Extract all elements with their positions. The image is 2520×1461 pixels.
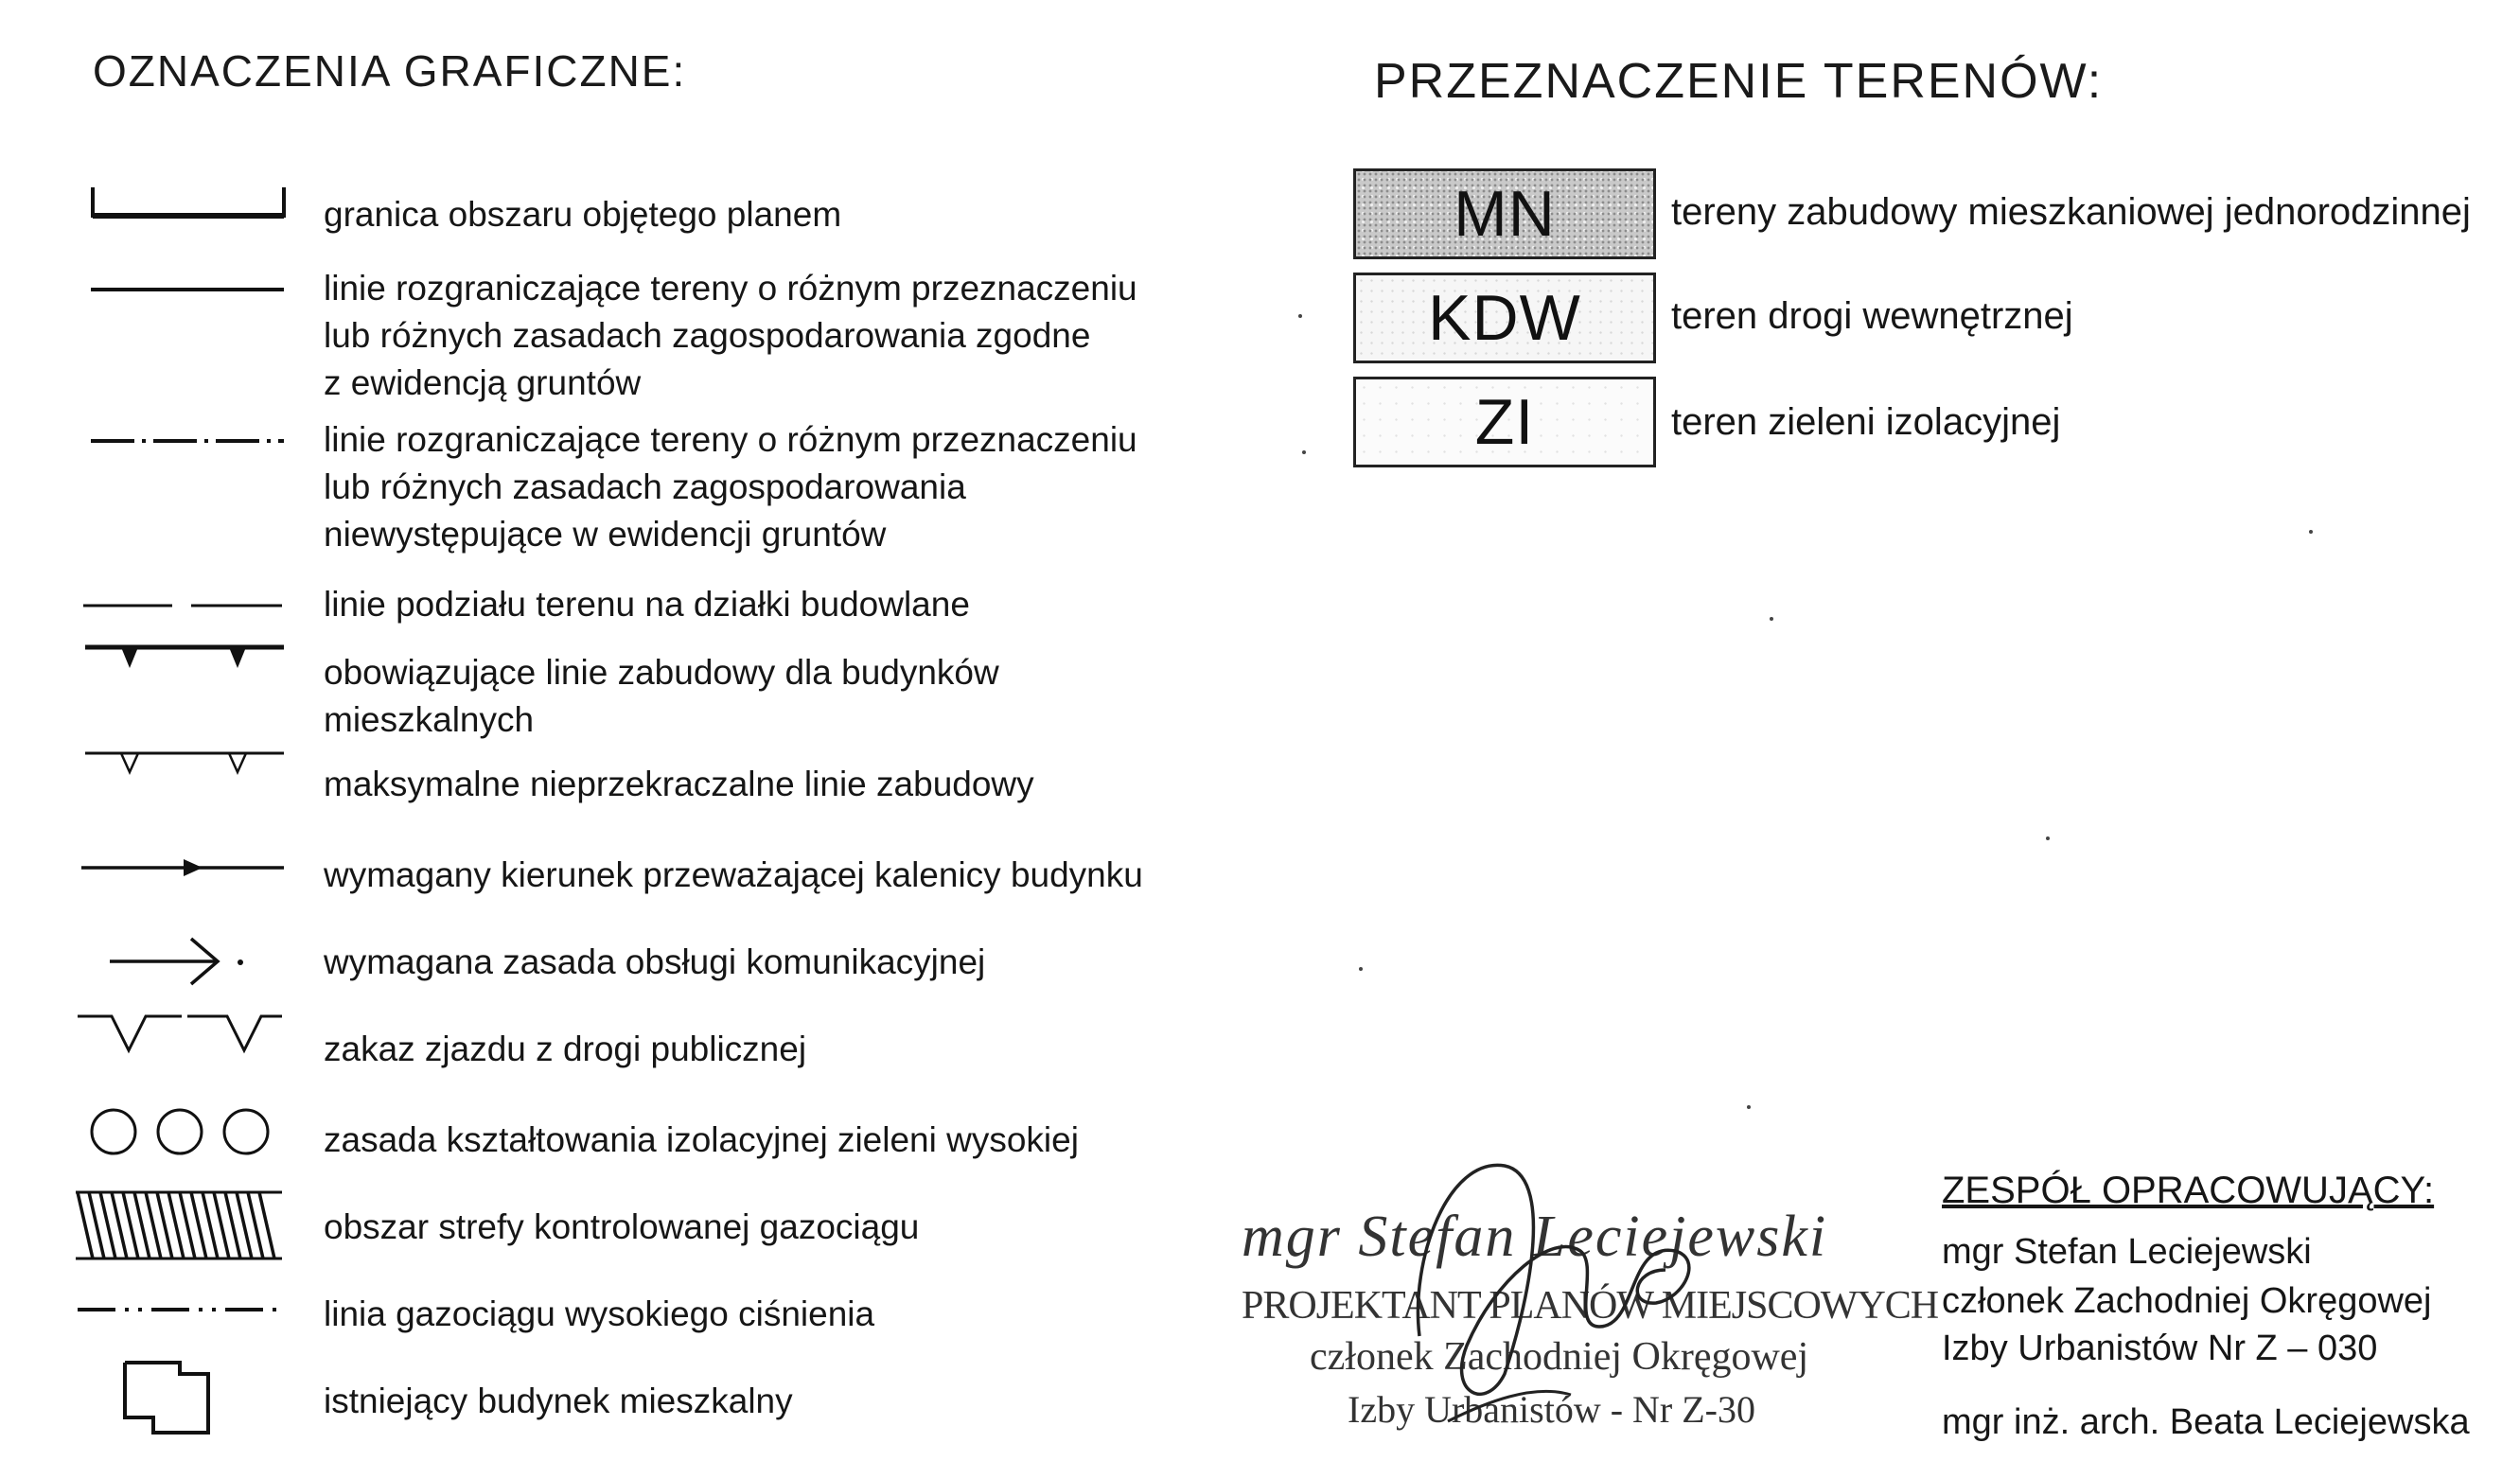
zone-box-zi <box>1353 377 1656 467</box>
building-outline-icon <box>121 1359 216 1436</box>
legend-item-ridge-direction: wymagany kierunek przeważającej kalenicy budynku <box>324 855 1143 894</box>
team-line: mgr Stefan Leciejewski <box>1942 1232 2312 1272</box>
hatched-rectangle-icon <box>74 1190 284 1260</box>
legend-item-existing-building: istniejący budynek mieszkalny <box>324 1382 793 1420</box>
legend-item-mandatory-building-line: obowiązujące linie zabudowy dla budynków mieszkalnych <box>324 653 999 739</box>
legend-item-gas-zone: obszar strefy kontrolowanej gazociągu <box>324 1207 920 1246</box>
legend-item-plot-division: linie podziału terenu na działki budowlane <box>324 585 970 624</box>
stamp-name: mgr Stefan Leciejewski <box>1242 1205 1828 1269</box>
zone-box-mn <box>1353 168 1656 259</box>
legend-item-max-building-line: maksymalne nieprzekraczalne linie zabudowy <box>324 765 1034 803</box>
zone-code: ZI <box>1474 386 1535 458</box>
filled-triangle-line-icon <box>83 640 288 683</box>
three-circles-icon <box>85 1105 274 1158</box>
signature-icon <box>1391 1147 1789 1431</box>
legend-item-gas-pipeline: linia gazociągu wysokiego ciśnienia <box>324 1294 875 1333</box>
team-title: ZESPÓŁ OPRACOWUJĄCY: <box>1942 1170 2435 1211</box>
arrow-line-icon <box>79 852 288 884</box>
legend-item-boundary-in-register: linie rozgraniczające tereny o różnym przeznaczeniu lub różnych zasadach zagospodarowania zgodne z ewidencją gruntów <box>324 269 1137 402</box>
team-line: Izby Urbanistów Nr Z – 030 <box>1942 1329 2378 1368</box>
zone-label-kdw: teren drogi wewnętrznej <box>1671 295 2073 337</box>
open-triangle-line-icon <box>83 746 288 783</box>
stamp-membership: członek Zachodniej Okręgowej <box>1310 1335 1809 1379</box>
team-line: członek Zachodniej Okręgowej <box>1942 1281 2432 1321</box>
scan-speck <box>2046 836 2050 840</box>
zone-label-zi: teren zieleni izolacyjnej <box>1671 401 2061 443</box>
v-notch-line-icon <box>76 1007 284 1060</box>
legend-item-access-rule: wymagana zasada obsługi komunikacyjnej <box>324 942 986 981</box>
legend-item-no-exit: zakaz zjazdu z drogi publicznej <box>324 1030 807 1068</box>
stamp-chamber: Izby Urbanistów - Nr Z-30 <box>1348 1388 1755 1431</box>
dash-dot-line-icon <box>89 431 288 450</box>
scan-speck <box>1298 314 1302 318</box>
team-line: mgr inż. arch. Beata Leciejewska <box>1942 1402 2470 1442</box>
zones-title: PRZEZNACZENIE TERENÓW: <box>1374 54 2104 109</box>
scan-speck <box>1770 617 1773 621</box>
legend-title: OZNACZENIA GRAFICZNE: <box>93 46 687 96</box>
zone-box-kdw <box>1353 273 1656 363</box>
scan-speck <box>1359 967 1363 971</box>
scan-speck <box>2309 530 2313 534</box>
zone-code: MN <box>1454 178 1556 250</box>
long-dash-line-icon <box>81 596 286 615</box>
scan-speck <box>1747 1105 1751 1109</box>
stamp-role: PROJEKTANT PLANÓW MIEJSCOWYCH <box>1242 1284 1939 1328</box>
open-arrow-icon <box>106 933 257 990</box>
legend-item-boundary-not-in-register: linie rozgraniczające tereny o różnym przeznaczeniu lub różnych zasadach zagospodarowania niewystępujące w ewidencji gruntów <box>324 420 1137 554</box>
solid-line-icon <box>89 280 288 299</box>
thick-solid-line-icon <box>89 182 290 223</box>
legend-item-plan-boundary: granica obszaru objętego planem <box>324 195 842 234</box>
legend-item-isolation-greenery: zasada kształtowania izolacyjnej zieleni wysokiej <box>324 1120 1079 1159</box>
zone-label-mn: tereny zabudowy mieszkaniowej jednorodzinnej <box>1671 191 2471 233</box>
dash-dot-dot-line-icon <box>76 1300 284 1319</box>
scan-speck <box>1302 450 1306 454</box>
zone-code: KDW <box>1428 282 1581 354</box>
